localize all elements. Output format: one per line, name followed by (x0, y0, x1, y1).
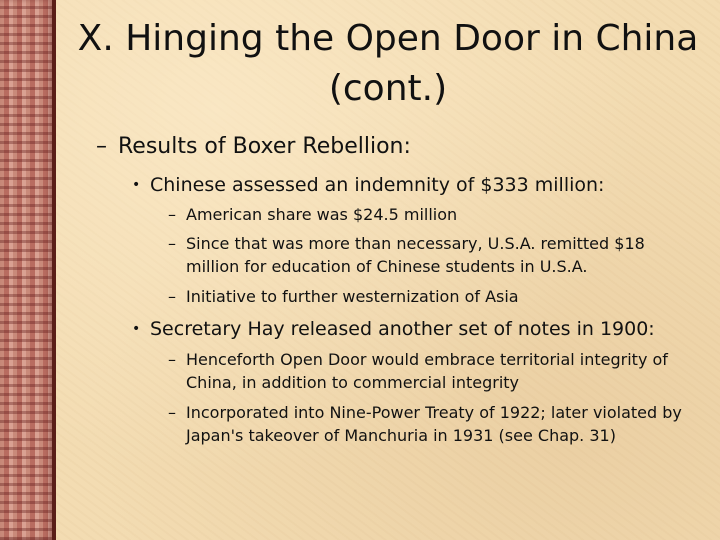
bullet-text: Chinese assessed an indemnity of $333 million: (150, 174, 605, 196)
sub-bullet-text: Initiative to further westernization of Asia (186, 287, 519, 306)
bullet-item (132, 172, 702, 198)
sub-bullet-item (168, 203, 708, 226)
sub-bullet-item (168, 285, 708, 308)
bullet-text: Secretary Hay released another set of notes in 1900: (150, 318, 655, 340)
dash-marker: – (168, 403, 176, 422)
sub-bullet-item (168, 401, 708, 447)
bullet-marker: • (132, 321, 141, 337)
bullet-item (132, 316, 702, 342)
sub-bullet-text: Henceforth Open Door would embrace territorial integrity of China, in addition to commercial integrity (186, 350, 668, 392)
bullet-marker: • (132, 177, 141, 193)
sub-bullet-text: Since that was more than necessary, U.S.A. remitted $18 million for education of Chinese students in U.S.A. (186, 234, 645, 276)
sub-bullet-text: Incorporated into Nine-Power Treaty of 1922; later violated by Japan's takeover of Manchuria in 1931 (see Chap. 31) (186, 403, 682, 445)
section-heading (96, 132, 411, 162)
dash-marker: – (96, 134, 107, 159)
dash-marker: – (168, 287, 176, 306)
sub-bullet-item (168, 232, 668, 278)
sub-bullet-text: American share was $24.5 million (186, 205, 458, 224)
section-label: Results of Boxer Rebellion: (118, 134, 411, 159)
dash-marker: – (168, 350, 176, 369)
slide-title (56, 14, 720, 114)
sub-bullet-item (168, 348, 698, 394)
title-line-1: X. Hinging the Open Door in China (77, 18, 699, 59)
title-line-2: (cont.) (328, 68, 448, 109)
dash-marker: – (168, 234, 176, 253)
dash-marker: – (168, 205, 176, 224)
decorative-border (0, 0, 52, 540)
